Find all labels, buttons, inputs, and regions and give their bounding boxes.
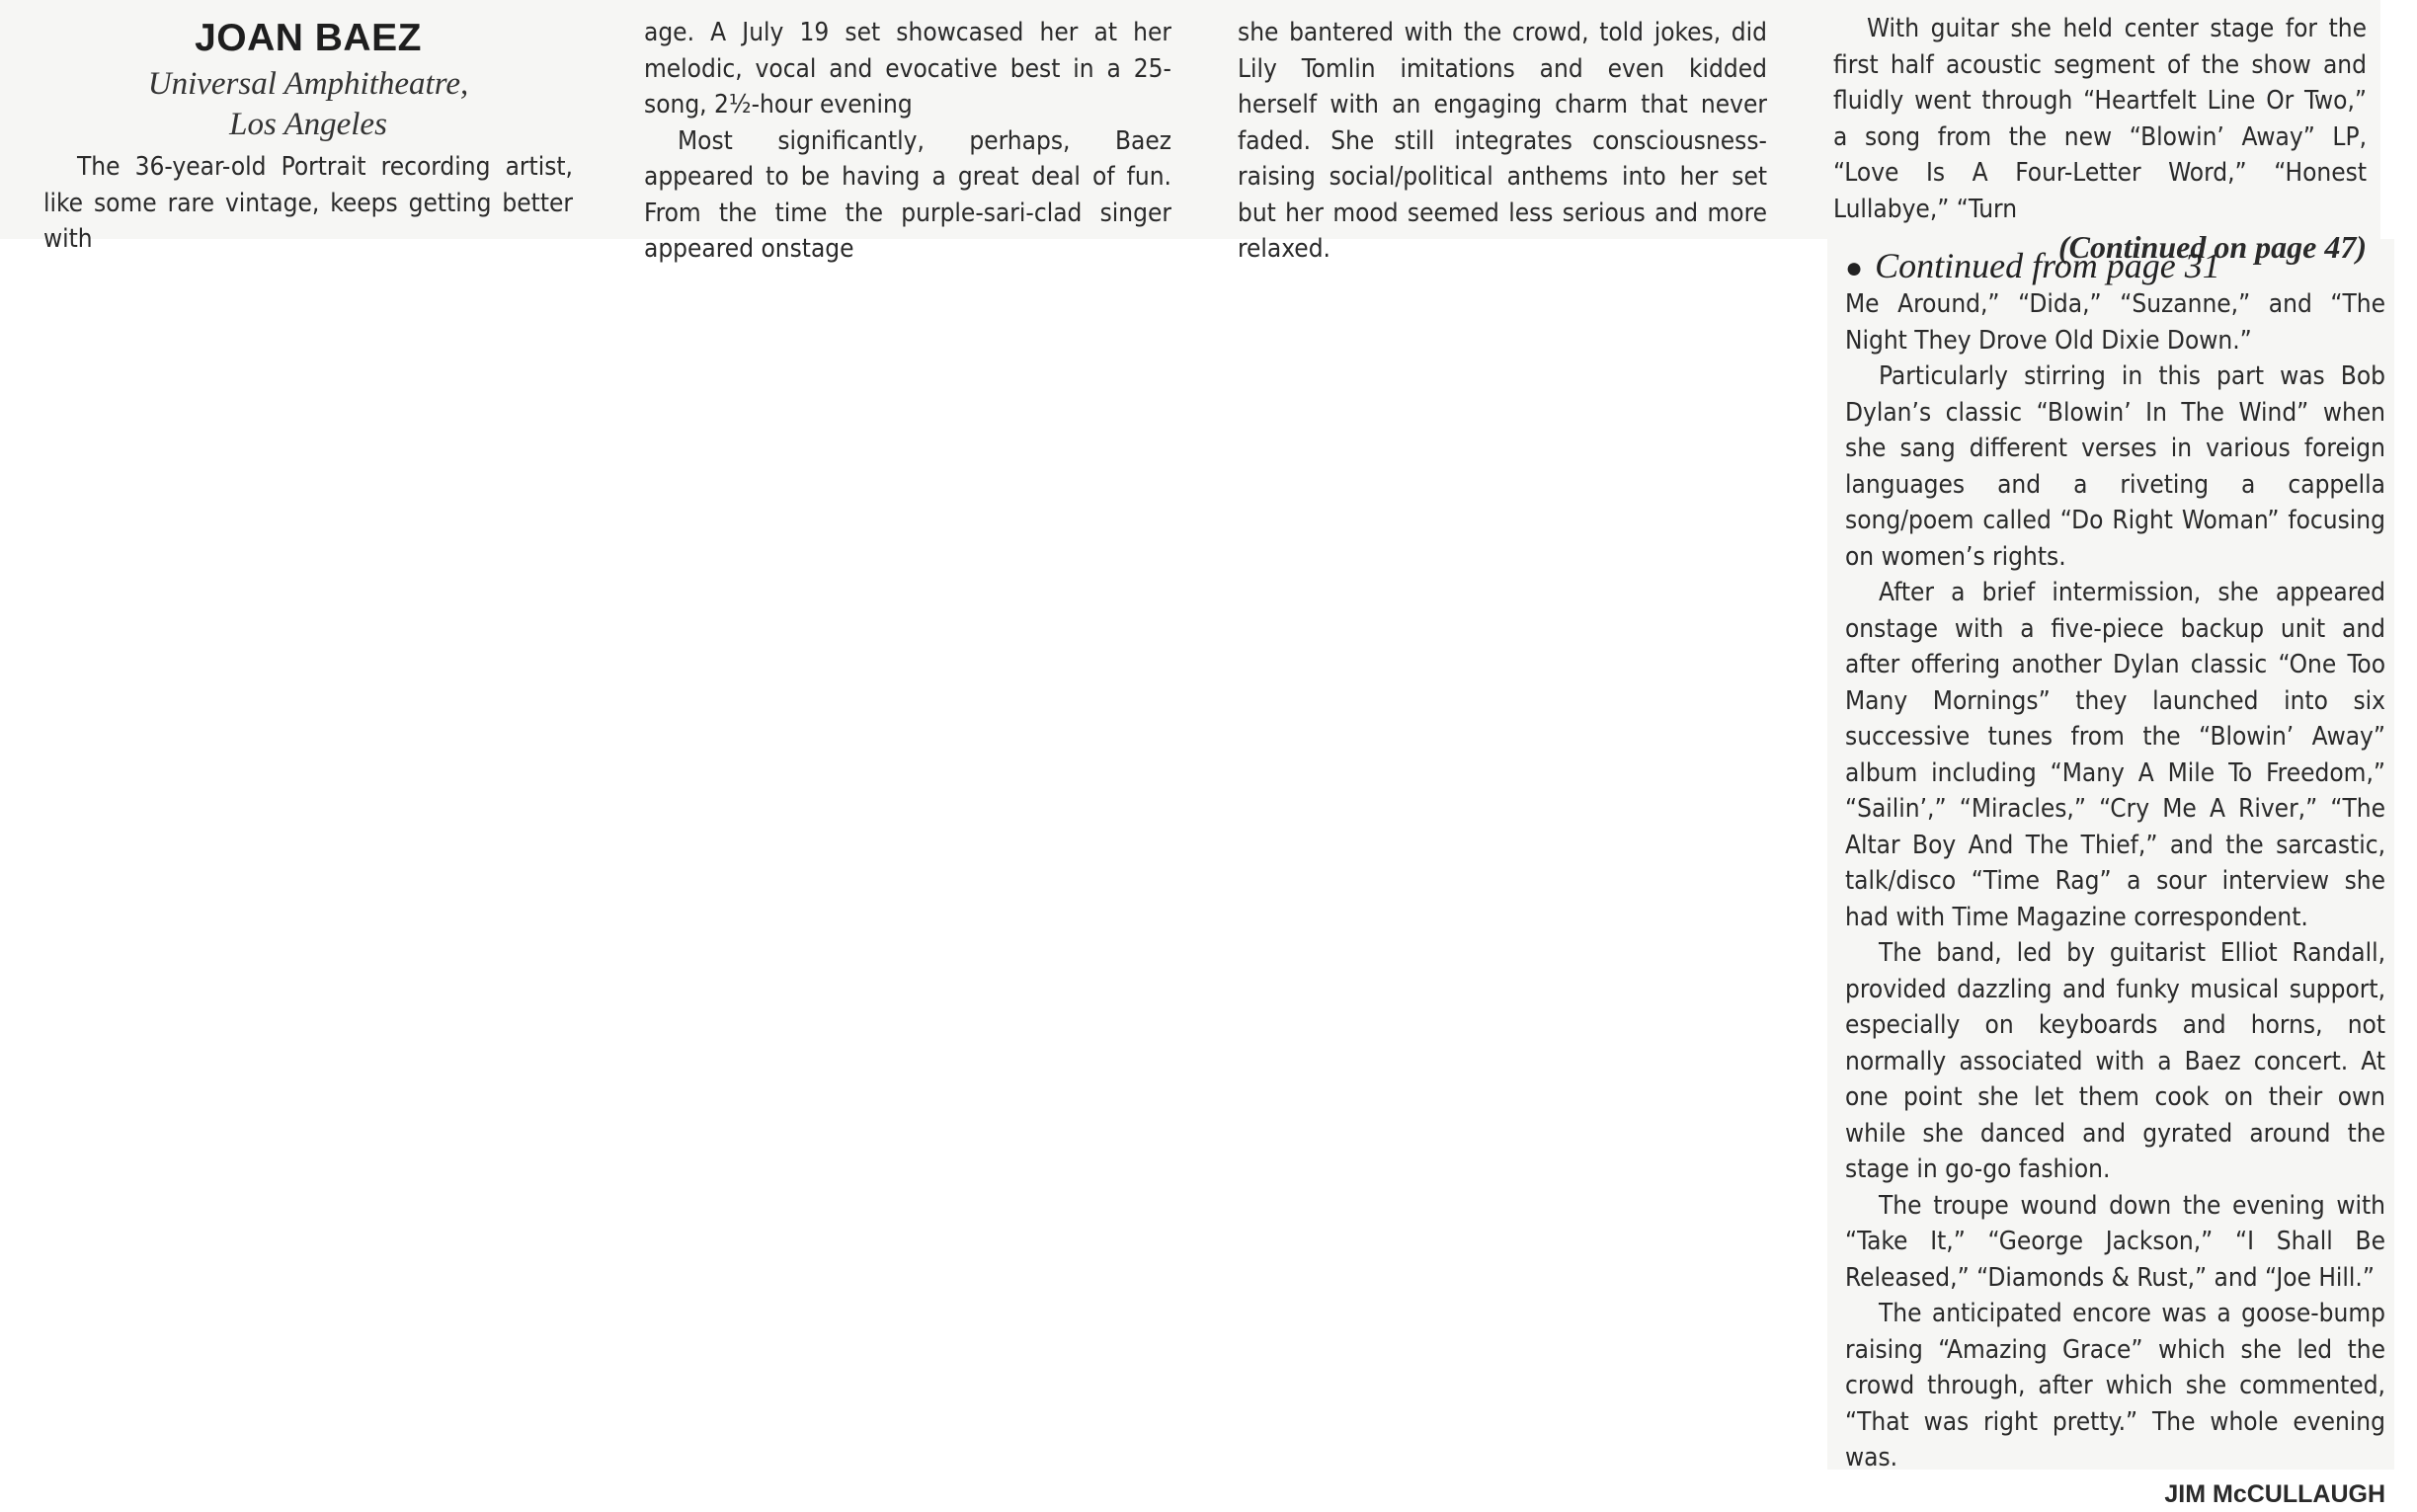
column-1 (43, 0, 573, 258)
paragraph: Me Around,” “Dida,” “Suzanne,” and “The Night They Drove Old Dixie Down.” (1845, 289, 2385, 356)
paragraph: she bantered with the crowd, told jokes, did Lily Tomlin imitations and even kidded herself with an engaging charm that never faded. She still integrates consciousness-raising social/political anthems into her set but her mood seemed less serious and more relaxed. (1238, 18, 1767, 264)
headline: JOAN BAEZ (195, 17, 422, 59)
column-3 (1238, 15, 1767, 268)
byline: JIM McCULLAUGH (2164, 1479, 2385, 1508)
venue-line-1: Universal Amphitheatre, (147, 66, 469, 102)
venue-line-2: Los Angeles (229, 107, 387, 142)
column-5 (1845, 286, 2385, 1512)
venue (43, 64, 573, 145)
paragraph: The 36-year-old Portrait recording artist, like some rare vintage, keeps getting better with (43, 152, 573, 254)
column-4 (1833, 11, 2367, 267)
continued-from-text: Continued from page 31 (1875, 246, 2220, 285)
continued-from-note (1845, 245, 2385, 289)
paragraph: After a brief intermission, she appeared onstage with a five-piece backup unit and after offering another Dylan classic “One Too Many Mornings” they launched into six successive tunes from the “Blowin’ Away” album including “Many A Mile To Freedom,” “Sailin’,” “Miracles,” “Cry Me A River,” “The Altar Boy And The Thief,” and the sarcastic, talk/disco “Time Rag” a sour interview she had with Time Magazine correspondent. (1845, 578, 2385, 932)
paragraph: With guitar she held center stage for the first half acoustic segment of the show and fluidly went through “Heartfelt Line Or Two,” a song from the new “Blowin’ Away” LP, “Love Is A Four-Letter Word,” “Honest Lullabye,” “Turn (1833, 14, 2367, 224)
paragraph: Particularly stirring in this part was Bob Dylan’s classic “Blowin’ In The Wind” when she sang different verses in various foreign languages and a riveting a cappella song/poem called “Do Right Woman” focusing on women’s rights. (1845, 361, 2385, 572)
column-2 (644, 15, 1171, 268)
continued-on-note: (Continued on page 47) (2057, 229, 2367, 265)
paragraph: age. A July 19 set showcased her at her melodic, vocal and evocative best in a 25-song, 2½-hour evening (644, 18, 1171, 119)
bullet-icon: ● (1845, 252, 1864, 284)
paragraph: The anticipated encore was a goose-bump raising “Amazing Grace” which she led the crowd through, after which she commented, “That was right pretty.” The whole evening was. (1845, 1299, 2385, 1472)
paragraph: Most significantly, perhaps, Baez appeared to be having a great deal of fun. From the time the purple-sari-clad singer appeared onstage (644, 125, 1171, 264)
paragraph: The troupe wound down the evening with “Take It,” “George Jackson,” “I Shall Be Released,” “Diamonds & Rust,” and “Joe Hill.” (1845, 1190, 2385, 1293)
paragraph: The band, led by guitarist Elliot Randall, provided dazzling and funky musical support, especially on keyboards and horns, not normally associated with a Baez concert. At one point she let them cook on their own while she danced and gyrated around the stage in go-go fashion. (1845, 938, 2385, 1184)
